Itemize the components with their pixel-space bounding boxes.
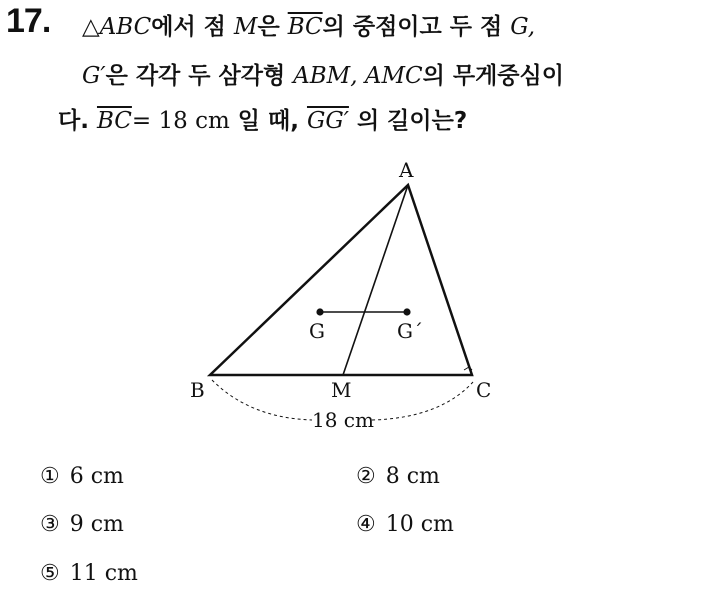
label-a: A [399, 158, 414, 182]
text: 일 때, [229, 108, 307, 134]
text: 은 [257, 14, 288, 40]
text: 은 각각 두 삼각형 [105, 63, 294, 89]
dimension-arc-left [212, 380, 312, 420]
segment-gg-prime: GG′ [306, 108, 349, 134]
point-g-dot [316, 308, 323, 315]
choice-text: 9 cm [69, 512, 124, 537]
label-b: B [190, 378, 205, 402]
triangles-abm-amc: ABM, AMC [293, 63, 423, 89]
choice-3[interactable] [40, 512, 124, 537]
label-c: C [476, 378, 492, 402]
label-m: M [331, 378, 352, 402]
choice-mark: ① [40, 464, 60, 489]
point-g-prime: G′ [82, 63, 106, 89]
segment-bc: $\overline{BC}$ [287, 14, 323, 40]
median-am [343, 185, 408, 375]
choice-mark: ④ [356, 512, 376, 537]
label-g-prime: G´ [397, 319, 423, 343]
point-g: G, [510, 14, 536, 40]
question-number: 17. [6, 2, 51, 40]
triangle-abc-shape [210, 185, 472, 375]
text: 의 무게중심이 [422, 63, 564, 89]
choice-text: 10 cm [385, 512, 454, 537]
point-g-prime-dot [403, 308, 410, 315]
point-m: M [233, 14, 258, 40]
choice-2[interactable] [356, 464, 440, 489]
text: 의 중점이고 두 점 [322, 14, 511, 40]
segment-bc: $\overline{BC}$ [96, 108, 132, 134]
choice-4[interactable] [356, 512, 454, 537]
bc-length: = 18 cm [131, 108, 230, 134]
choice-mark: ② [356, 464, 376, 489]
choice-text: 8 cm [385, 464, 440, 489]
choice-text: 11 cm [69, 561, 138, 586]
text: 다. [58, 108, 97, 134]
choice-text: 6 cm [69, 464, 124, 489]
choice-5[interactable] [40, 561, 138, 586]
choice-mark: ③ [40, 512, 60, 537]
text: 에서 점 [151, 14, 234, 40]
choice-1[interactable] [40, 464, 124, 489]
choice-mark: ⑤ [40, 561, 60, 586]
label-length: 18 cm [312, 408, 374, 432]
text: 의 길이는? [348, 108, 468, 134]
label-g: G [309, 319, 325, 343]
triangle-abc: △ABC [82, 14, 152, 40]
dimension-arc-right [372, 382, 473, 420]
